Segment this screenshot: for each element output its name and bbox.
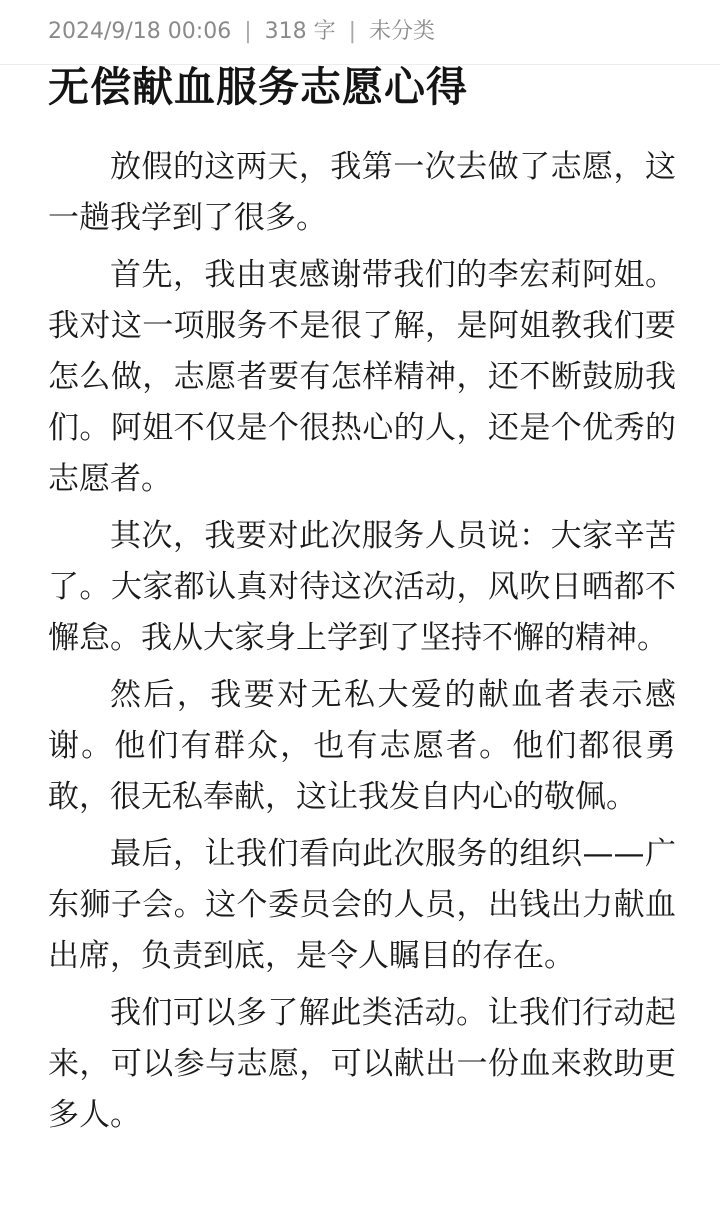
paragraph: 其次，我要对此次服务人员说：大家辛苦了。大家都认真对待这次活动，风吹日晒都不懈怠。我从大家身上学到了坚持不懈的精神。 <box>48 518 676 656</box>
paragraph: 最后，让我们看向此次服务的组织——广东狮子会。这个委员会的人员，出钱出力献血出席，负责到底，是令人瞩目的存在。 <box>48 836 676 974</box>
word-count: 318 字 <box>264 19 336 44</box>
meta-separator: | <box>348 19 357 44</box>
paragraph: 首先，我由衷感谢带我们的李宏莉阿姐。我对这一项服务不是很了解，是阿姐教我们要怎么做，志愿者要有怎样精神，还不断鼓励我们。阿姐不仅是个很热心的人，还是个优秀的志愿者。 <box>48 257 676 497</box>
publish-datetime: 2024/9/18 00:06 <box>48 19 232 44</box>
article-body <box>48 142 676 1147</box>
article-title: 无偿献血服务志愿心得 <box>48 63 468 111</box>
paragraph: 放假的这两天，我第一次去做了志愿，这一趟我学到了很多。 <box>48 149 676 236</box>
category-label[interactable]: 未分类 <box>369 19 436 44</box>
article-meta-bar <box>0 0 720 64</box>
meta-separator: | <box>244 19 252 44</box>
paragraph: 我们可以多了解此类活动。让我们行动起来，可以参与志愿，可以献出一份血来救助更多人。 <box>48 995 676 1133</box>
paragraph: 然后，我要对无私大爱的献血者表示感谢。他们有群众，也有志愿者。他们都很勇敢，很无私奉献，这让我发自内心的敬佩。 <box>48 677 676 815</box>
